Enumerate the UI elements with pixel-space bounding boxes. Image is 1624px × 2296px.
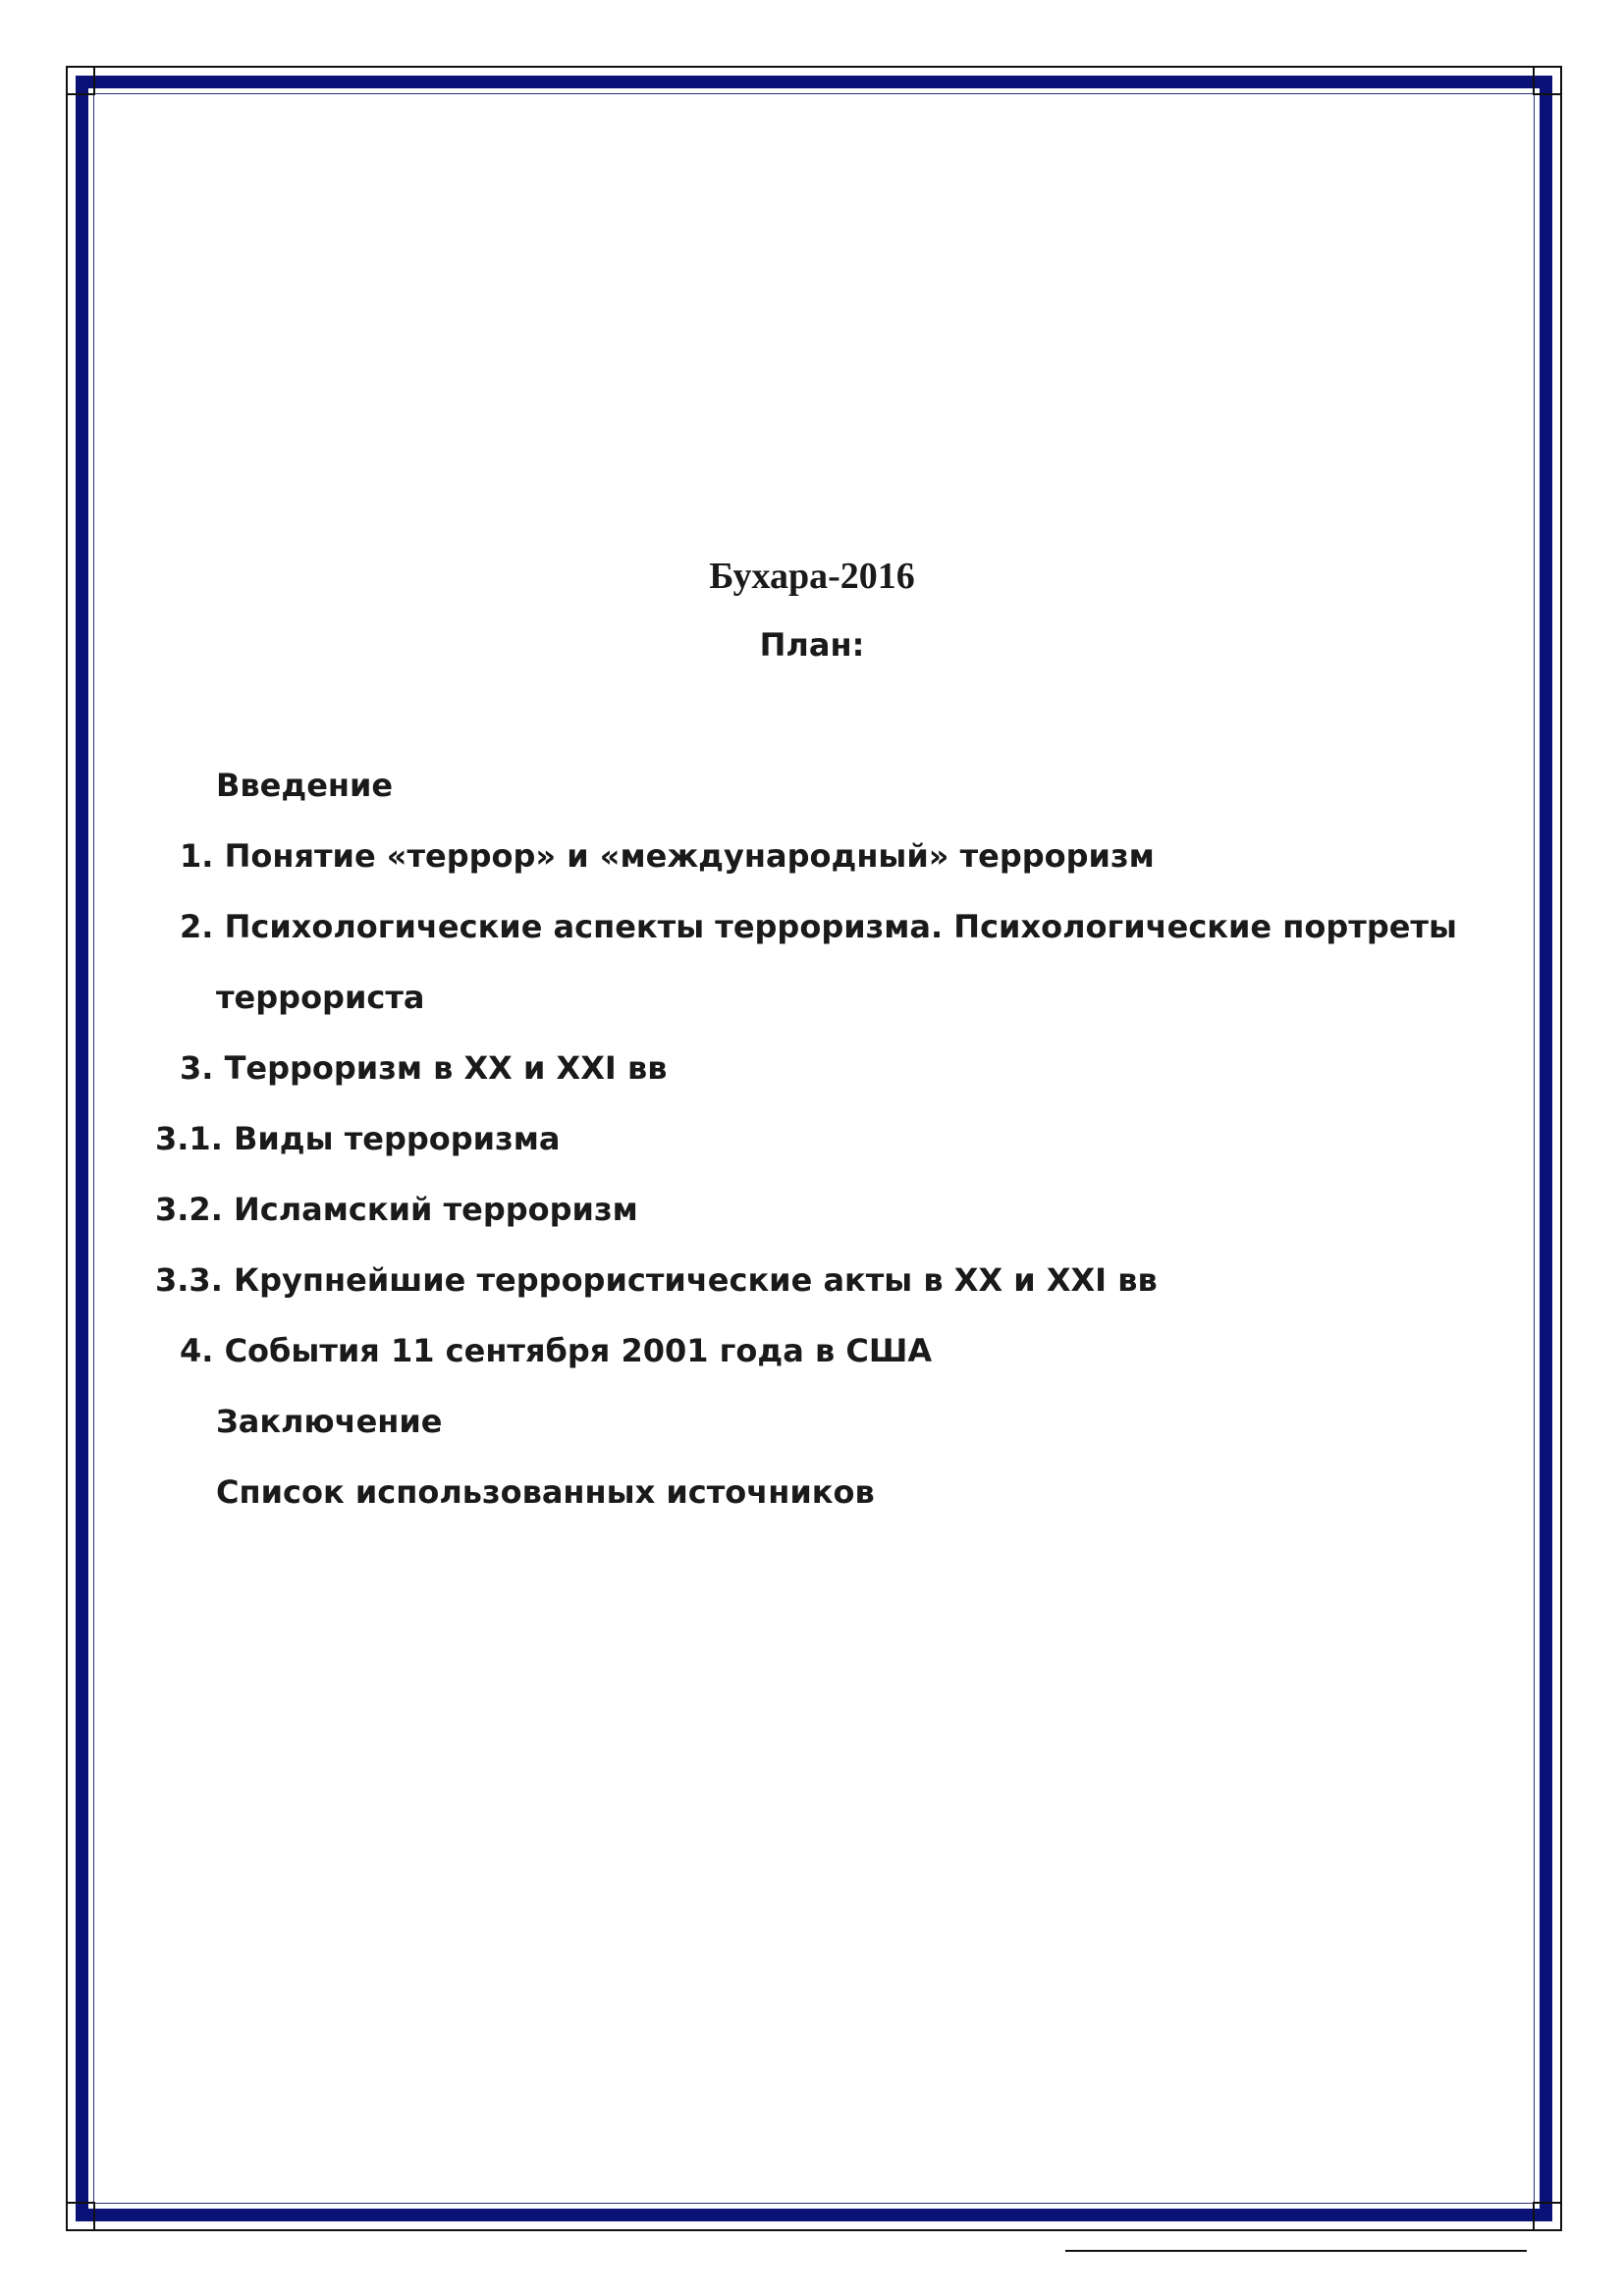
toc-item-introduction [216,767,394,804]
corner-ornament-bottom-right [1533,2202,1562,2231]
toc-item-number: 3.1. [155,1120,223,1157]
toc-item-number: 1. [180,837,214,875]
plan-title: План: [759,626,865,664]
toc-item-3-1 [155,1120,561,1157]
toc-item-3-3 [155,1261,1158,1299]
bottom-border-line [1065,2250,1527,2252]
toc-item-number: 3. [180,1049,214,1087]
toc-item-1 [180,837,1155,875]
toc-item-text: Терроризм в XX и XXI вв [224,1049,668,1087]
toc-item-text: террориста [216,979,425,1016]
toc-item-conclusion [216,1403,443,1440]
toc-item-number: 3.2. [155,1191,223,1228]
toc-item-text: Введение [216,767,394,804]
toc-item-text: Список использованных источников [216,1473,875,1511]
toc-item-3-2 [155,1191,638,1228]
toc-item-4 [180,1332,933,1369]
toc-item-text: Психологические аспекты терроризма. Психологические портреты [224,908,1457,945]
corner-ornament-top-right [1533,66,1562,95]
toc-item-text: Исламский терроризм [233,1191,638,1228]
toc-item-text: Понятие «террор» и «международный» терроризм [224,837,1155,875]
city-year-heading: Бухара-2016 [709,556,915,597]
corner-ornament-top-left [66,66,95,95]
toc-item-3 [180,1049,668,1087]
toc-item-2-continuation [216,979,425,1016]
toc-item-number: 2. [180,908,214,945]
toc-item-number: 3.3. [155,1261,223,1299]
toc-item-2 [180,908,1457,945]
toc-item-text: События 11 сентября 2001 года в США [224,1332,933,1369]
toc-item-number: 4. [180,1332,214,1369]
toc-item-text: Заключение [216,1403,443,1440]
corner-ornament-bottom-left [66,2202,95,2231]
toc-item-text: Виды терроризма [233,1120,561,1157]
toc-item-text: Крупнейшие террористические акты в XX и XXI вв [233,1261,1158,1299]
toc-item-references [216,1473,875,1511]
